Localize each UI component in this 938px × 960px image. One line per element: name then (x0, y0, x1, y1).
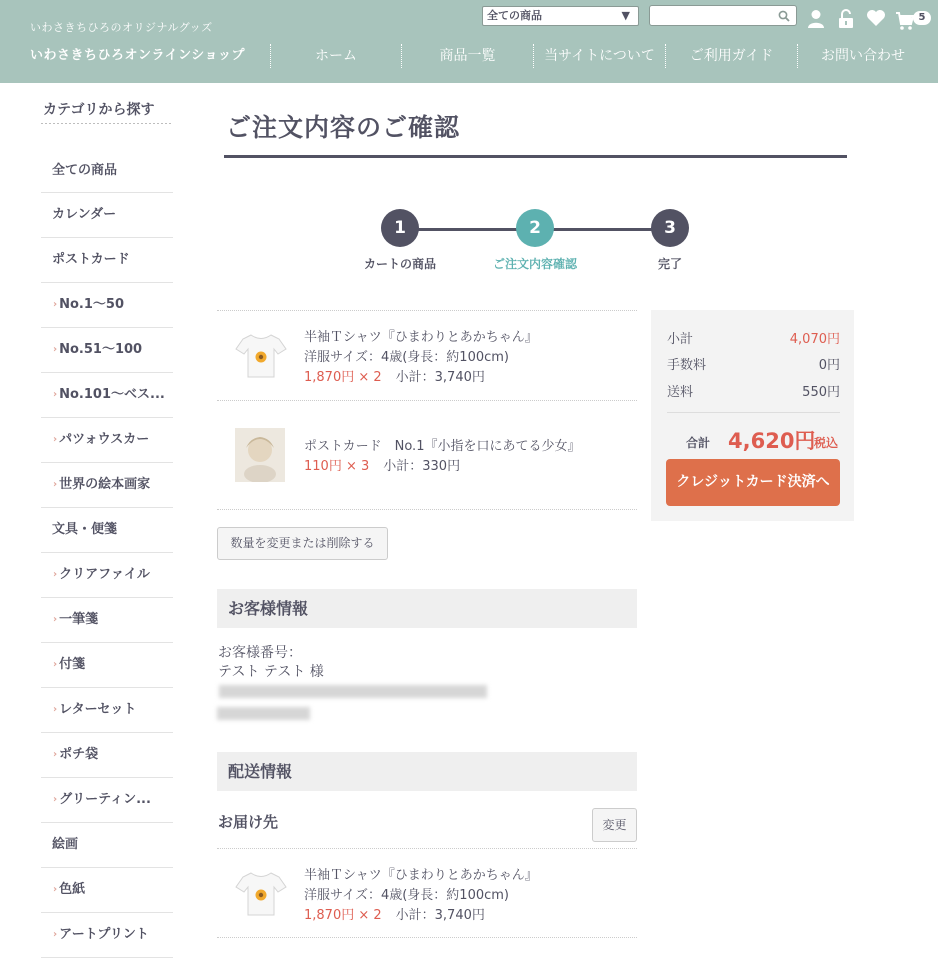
summary-subtotal-value: 4,070円 (789, 332, 840, 347)
customer-number-label: お客様番号： (218, 645, 302, 661)
step-label: カートの商品 (363, 257, 436, 271)
order-item-info (304, 328, 538, 388)
category-list (41, 156, 173, 958)
cart-icon[interactable] (895, 11, 915, 31)
item-price: 110円 × 3 (304, 459, 370, 474)
sidebar-item-art-print[interactable] (41, 913, 173, 958)
item-name: 半袖Ｔシャツ『ひまわりとあかちゃん』 (304, 868, 538, 883)
item-subtotal: 小計：3,740円 (395, 908, 485, 923)
step-number: 1 (381, 209, 419, 247)
nav-products[interactable]: 商品一覧 (401, 44, 533, 68)
cart-count-badge: 5 (913, 11, 931, 25)
customer-info-heading: お客様情報 (217, 589, 637, 628)
redacted-address (219, 685, 487, 698)
order-item-row (217, 400, 637, 510)
shop-subtitle: いわさきちひろのオリジナルグッズ (30, 21, 213, 34)
title-divider (224, 155, 847, 158)
sidebar-item-sticky[interactable] (41, 643, 173, 688)
site-header (0, 0, 938, 83)
delivery-info-heading: 配送情報 (217, 752, 637, 791)
summary-fee-row (667, 354, 840, 373)
sidebar-item-label: クリアファイル (59, 567, 150, 582)
summary-fee-value: 0円 (818, 358, 840, 373)
item-option: 洋服サイズ：4歳(身長：約100cm) (304, 350, 509, 365)
sidebar-item-no101-best[interactable] (41, 373, 173, 418)
item-price-line (304, 906, 538, 926)
category-select-value: 全ての商品 (487, 9, 542, 22)
category-sidebar (41, 98, 173, 958)
step-number: 3 (651, 209, 689, 247)
sidebar-item-label: パツォウスカー (59, 432, 150, 447)
sidebar-item-pacovska[interactable] (41, 418, 173, 463)
item-subtotal: 小計：330円 (383, 459, 461, 474)
main-nav (270, 44, 928, 68)
sidebar-item-no1-50[interactable] (41, 283, 173, 328)
postcard-thumbnail[interactable] (235, 428, 285, 482)
item-name: 半袖Ｔシャツ『ひまわりとあかちゃん』 (304, 330, 538, 345)
tshirt-thumbnail[interactable] (233, 327, 289, 383)
step-number: 2 (516, 209, 554, 247)
sidebar-item-label: レターセット (59, 702, 137, 717)
sidebar-item-all[interactable]: 全ての商品 (41, 156, 173, 193)
summary-total-label: 合計 (686, 436, 711, 450)
customer-name: テスト テスト 様 (218, 664, 324, 680)
item-price-line (304, 368, 538, 388)
credit-card-pay-button[interactable]: クレジットカード決済へ (666, 459, 840, 506)
sidebar-item-label: 世界の絵本画家 (59, 477, 151, 492)
step-complete (610, 209, 730, 272)
summary-subtotal-row (667, 328, 840, 347)
sidebar-item-label: No.1〜50 (59, 297, 125, 312)
order-item-info (304, 437, 580, 477)
sidebar-item-pochi-bag[interactable] (41, 733, 173, 778)
change-destination-button[interactable]: 変更 (592, 808, 637, 842)
sidebar-item-no51-100[interactable] (41, 328, 173, 373)
order-summary (651, 310, 854, 521)
redacted-phone (217, 707, 310, 720)
sidebar-item-label: No.51〜100 (59, 342, 143, 357)
sidebar-item-clear-file[interactable] (41, 553, 173, 598)
sidebar-item-label: No.101〜ベス... (59, 387, 165, 402)
sidebar-item-letter-set[interactable] (41, 688, 173, 733)
item-price-line (304, 457, 580, 477)
nav-guide[interactable]: ご利用ガイド (665, 44, 797, 68)
category-select[interactable] (482, 6, 639, 26)
edit-quantity-button[interactable]: 数量を変更または削除する (217, 527, 388, 560)
nav-home[interactable]: ホーム (270, 44, 401, 68)
tshirt-thumbnail[interactable] (233, 865, 289, 921)
step-label: ご注文内容確認 (492, 257, 577, 271)
sidebar-item-calendar[interactable]: カレンダー (41, 193, 173, 238)
summary-shipping-label: 送料 (667, 385, 694, 400)
delivery-destination-label: お届け先 (218, 813, 279, 831)
summary-tax-label: 税込 (814, 436, 839, 450)
item-price: 1,870円 × 2 (304, 370, 382, 385)
sidebar-item-label: 一筆箋 (59, 612, 99, 627)
summary-total-value: 4,620円 (728, 429, 816, 453)
summary-shipping-row (667, 381, 840, 400)
sidebar-item-world-artists[interactable] (41, 463, 173, 508)
step-label: 完了 (657, 257, 682, 271)
item-option: 洋服サイズ：4歳(身長：約100cm) (304, 888, 509, 903)
item-price: 1,870円 × 2 (304, 908, 382, 923)
summary-shipping-value: 550円 (802, 385, 840, 400)
shop-title[interactable]: いわさきちひろオンラインショップ (30, 48, 246, 63)
sidebar-item-stationery[interactable]: 文具・便箋 (41, 508, 173, 553)
lock-icon[interactable] (838, 9, 854, 29)
summary-fee-label: 手数料 (667, 358, 707, 373)
sidebar-item-label: ポチ袋 (59, 747, 99, 762)
item-name: ポストカード No.1『小指を口にあてる少女』 (304, 439, 581, 454)
sidebar-item-paintings[interactable]: 絵画 (41, 823, 173, 868)
nav-about[interactable]: 当サイトについて (533, 44, 665, 68)
sidebar-item-note-pad[interactable] (41, 598, 173, 643)
dropdown-arrow-icon: ▼ (621, 9, 630, 22)
step-confirm (475, 209, 595, 272)
nav-contact[interactable]: お問い合わせ (797, 44, 928, 68)
sidebar-item-shikishi[interactable] (41, 868, 173, 913)
item-subtotal: 小計：3,740円 (395, 370, 485, 385)
sidebar-heading: カテゴリから探す (41, 98, 173, 126)
summary-subtotal-label: 小計 (667, 332, 694, 347)
page-title: ご注文内容のご確認 (226, 113, 461, 142)
sidebar-item-label: 色紙 (59, 882, 86, 897)
customer-info (218, 644, 324, 682)
sidebar-item-greeting[interactable] (41, 778, 173, 823)
sidebar-item-label: アートプリント (59, 927, 149, 942)
sidebar-item-label: グリーティン... (59, 792, 151, 807)
sidebar-item-postcard[interactable]: ポストカード (41, 238, 173, 283)
order-item-row (217, 310, 637, 400)
delivery-item-row (217, 848, 637, 938)
search-input[interactable] (649, 5, 797, 26)
step-cart (340, 209, 460, 272)
sidebar-item-label: 付箋 (59, 657, 86, 672)
user-icon[interactable] (807, 9, 825, 29)
delivery-item-info (304, 866, 538, 926)
checkout-steps (340, 209, 720, 279)
search-icon[interactable] (778, 10, 790, 22)
summary-divider (667, 412, 840, 413)
heart-icon[interactable] (866, 9, 886, 27)
